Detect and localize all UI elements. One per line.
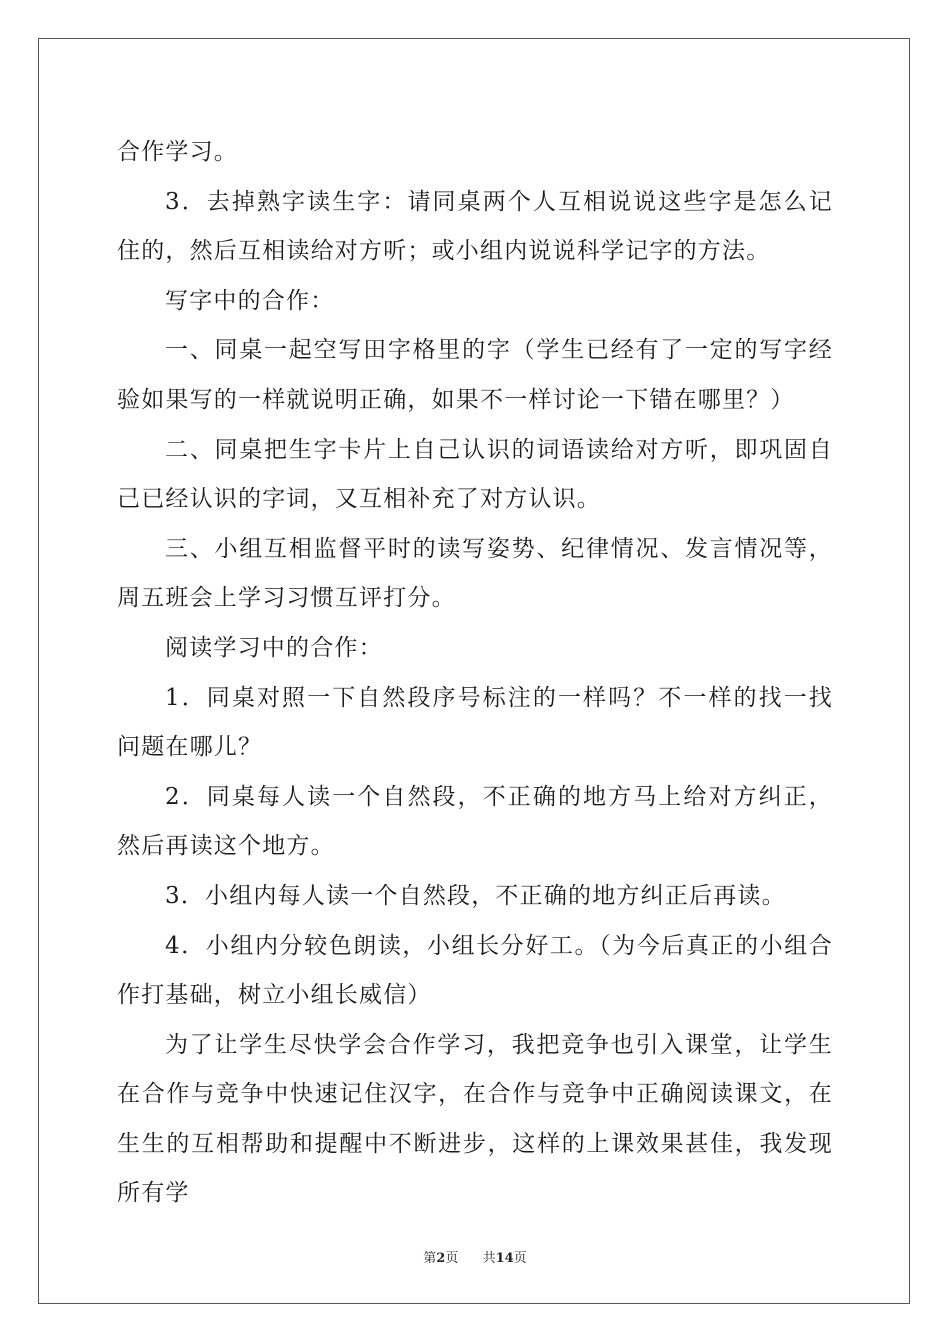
page-prefix: 第 [423,1251,437,1266]
paragraph: 合作学习。 [117,139,238,165]
total-pages: 14 [495,1251,514,1266]
paragraph: 3．小组内每人读一个自然段，不正确的地方纠正后再读。 [165,882,786,909]
paragraph: 为了让学生尽快学会合作学习，我把竞争也引入课堂，让学生在合作与竞争中快速记住汉字，在合作与竞争中正确阅读课文，在生生的互相帮助和提醒中不断进步，这样的上课效果甚佳，我发现所有学 [117,1031,833,1207]
total-prefix: 共 [482,1251,496,1266]
paragraph: 一、同桌一起空写田字格里的字（学生已经有了一定的写字经验如果写的一样就说明正确，如果不一样讨论一下错在哪里？） [117,337,833,413]
page-suffix: 页 [445,1251,459,1266]
paragraph: 3．去掉熟字读生字：请同桌两个人互相说说这些字是怎么记住的，然后互相读给对方听；或小组内说说科学记字的方法。 [117,188,833,265]
total-pages-label [483,1247,527,1266]
paragraph: 二、同桌把生字卡片上自己认识的词语读给对方听，即巩固自己已经认识的字词，又互相补充了对方认识。 [117,436,833,513]
page-number: 2 [436,1251,446,1266]
page-footer [0,1247,950,1266]
paragraph: 1．同桌对照一下自然段序号标注的一样吗？不一样的找一找问题在哪儿？ [117,684,833,761]
section-heading: 写字中的合作： [165,287,335,314]
section-heading: 阅读学习中的合作： [165,634,383,661]
paragraph: 三、小组互相监督平时的读写姿势、纪律情况、发言情况等，周五班会上学习习惯互评打分。 [117,535,833,612]
paragraph: 4．小组内分较色朗读，小组长分好工。（为今后真正的小组合作打基础，树立小组长威信） [117,932,833,1009]
page-number-label [423,1247,458,1266]
total-suffix: 页 [513,1251,527,1266]
document-body [117,128,833,1219]
paragraph: 2．同桌每人读一个自然段，不正确的地方马上给对方纠正，然后再读这个地方。 [117,783,833,860]
